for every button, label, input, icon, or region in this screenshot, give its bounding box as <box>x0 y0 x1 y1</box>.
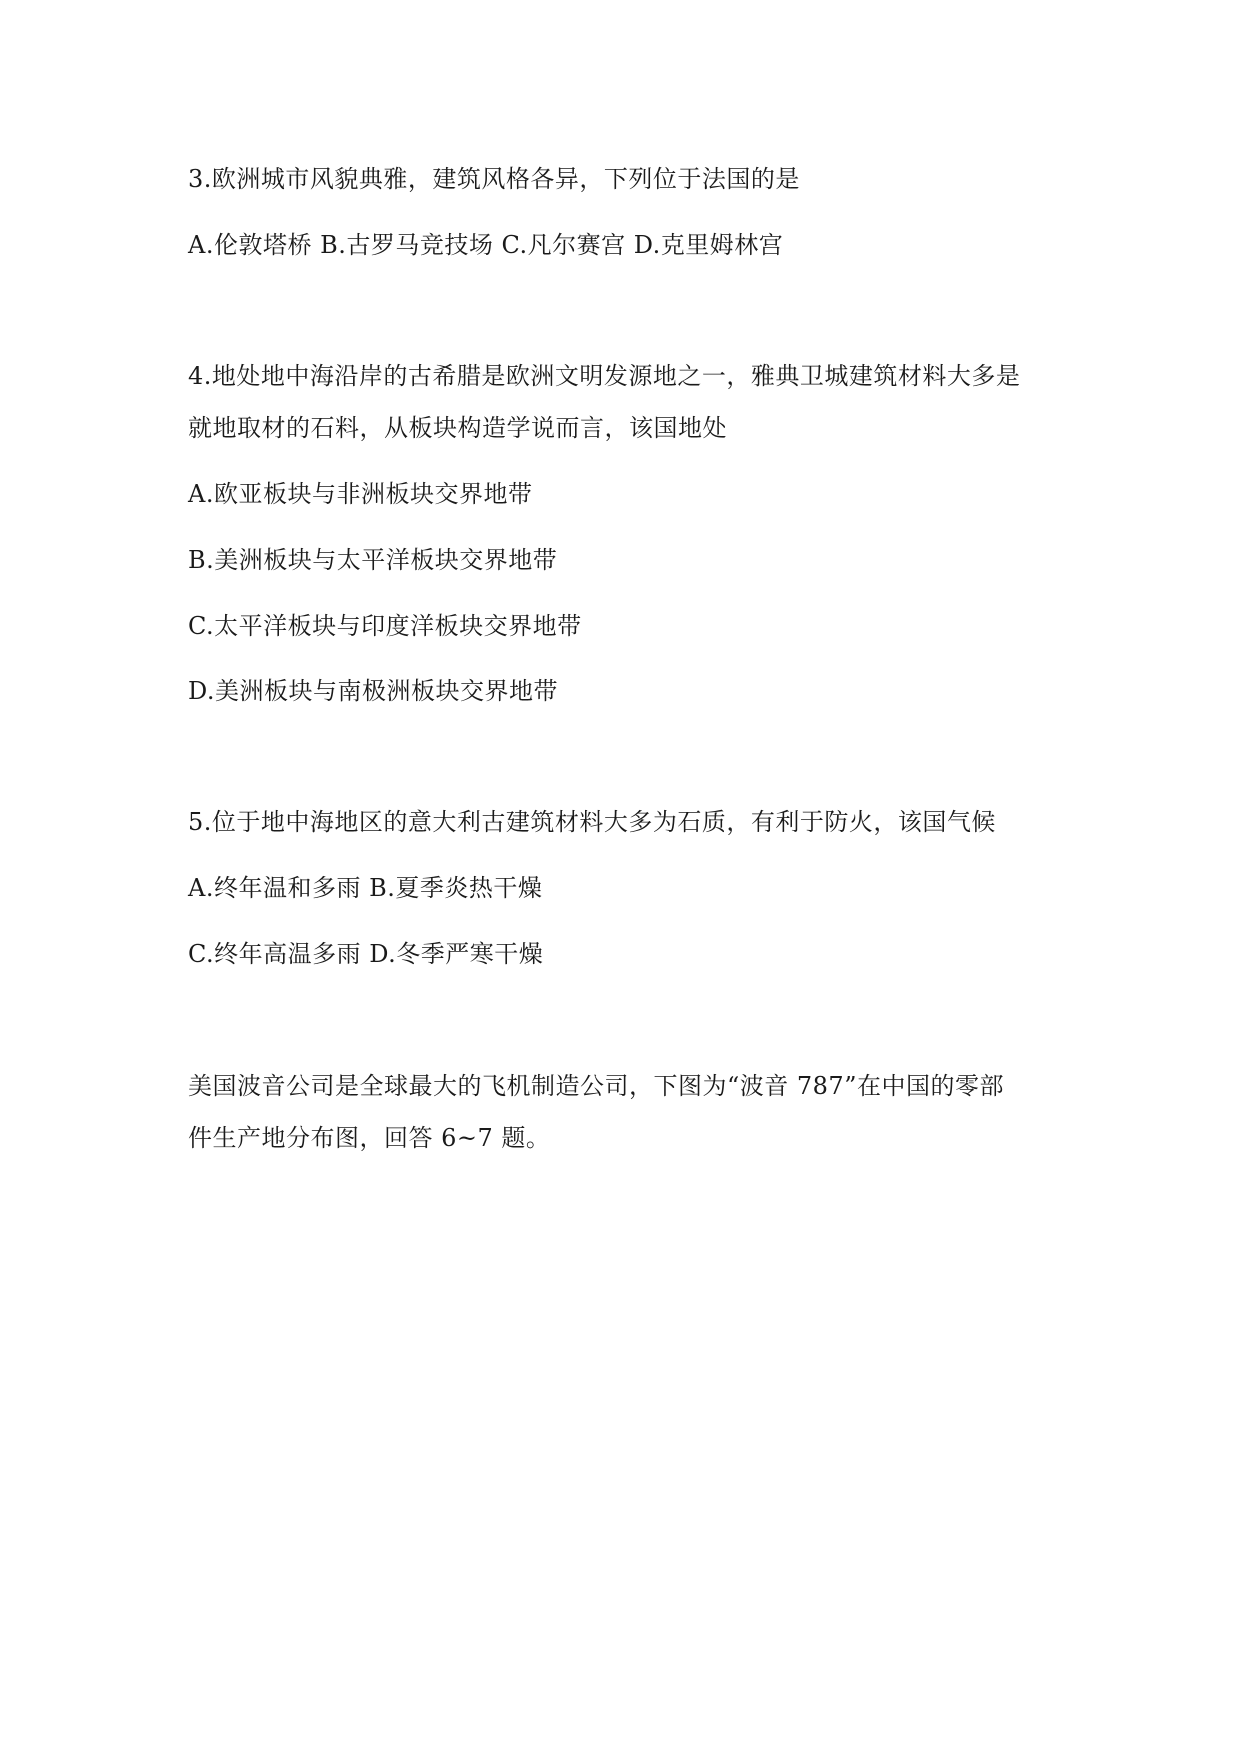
question-3-stem: 3.欧洲城市风貌典雅，建筑风格各异，下列位于法国的是 <box>188 165 800 193</box>
question-5-options-line-1: A.终年温和多雨 B.夏季炎热干燥 <box>188 874 543 902</box>
question-4-option-a: A.欧亚板块与非洲板块交界地带 <box>188 480 533 508</box>
question-3-options: A.伦敦塔桥 B.古罗马竞技场 C.凡尔赛宫 D.克里姆林宫 <box>188 231 784 259</box>
question-5-options-line-2: C.终年高温多雨 D.冬季严寒干燥 <box>188 940 544 968</box>
question-4-stem-line-1: 4.地处地中海沿岸的古希腊是欧洲文明发源地之一，雅典卫城建筑材料大多是 <box>188 362 1021 390</box>
intro-6-7-line-2: 件生产地分布图，回答 6~7 题。 <box>188 1124 551 1152</box>
intro-6-7-line-1: 美国波音公司是全球最大的飞机制造公司，下图为“波音 787”在中国的零部 <box>188 1072 1004 1100</box>
question-4-option-d: D.美洲板块与南极洲板块交界地带 <box>188 677 559 705</box>
question-4-stem-line-2: 就地取材的石料，从板块构造学说而言，该国地处 <box>188 414 727 442</box>
question-4-option-b: B.美洲板块与太平洋板块交界地带 <box>188 546 558 574</box>
question-4-option-c: C.太平洋板块与印度洋板块交界地带 <box>188 612 582 640</box>
question-5-stem: 5.位于地中海地区的意大利古建筑材料大多为石质，有利于防火，该国气候 <box>188 808 996 836</box>
